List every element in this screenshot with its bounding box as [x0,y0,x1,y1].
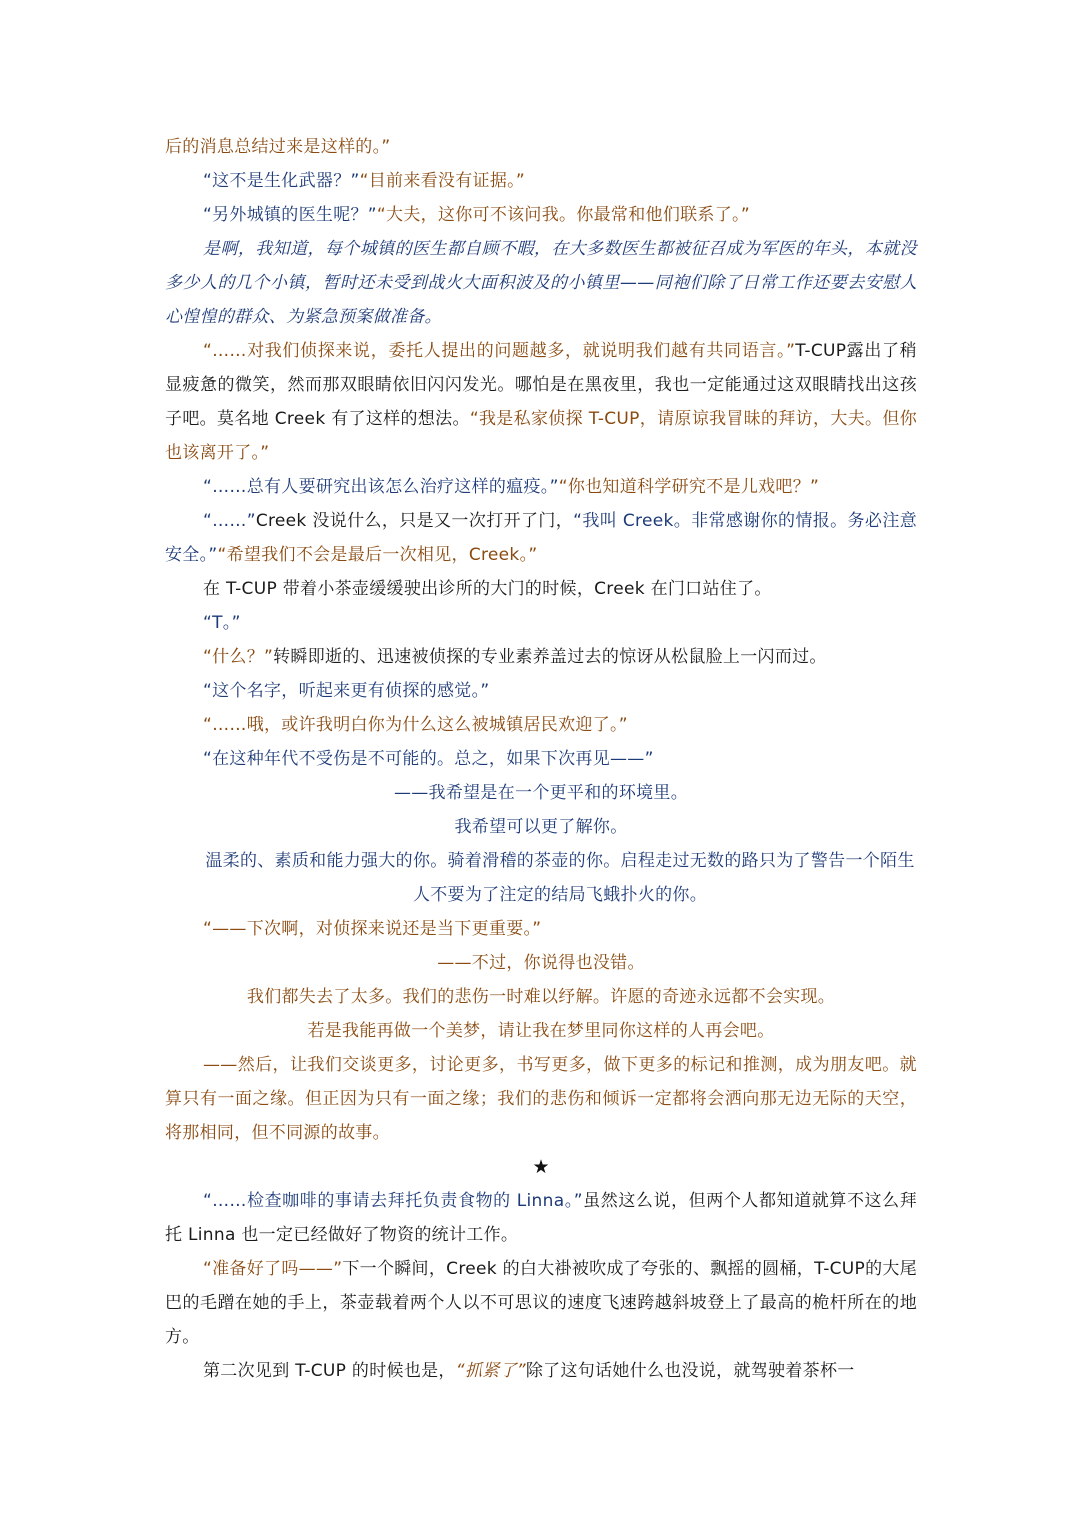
text-run: “我叫 Creek。非常感谢你的情报。务必注意安全。” [165,511,917,565]
text-run: 是啊，我知道，每个城镇的医生都自顾不暇，在大多数医生都被征召成为军医的年头，本就没多少人的几个小镇，暂时还未受到战火大面积波及的小镇里——同袍们除了日常工作还要去安慰人心惶惶的群众、为紧急预案做准备。 [165,239,917,327]
paragraph [165,980,917,1014]
text-run: “——下次啊，对侦探来说还是当下更重要。” [203,919,542,939]
text-run: 温柔的、素质和能力强大的你。骑着滑稽的茶壶的你。启程走过无数的路只为了警告一个陌生人不要为了注定的结局飞蛾扑火的你。 [205,851,915,905]
paragraph [165,1014,917,1048]
text-run: “在这种年代不受伤是不可能的。总之，如果下次再见——” [203,749,654,769]
paragraph [165,708,917,742]
paragraph [165,572,917,606]
paragraph [165,606,917,640]
text-run: 我希望可以更了解你。 [454,817,628,837]
text-run: 虽然这么说，但两个人都知道就算不这么拜托 Linna 也一定已经做好了物资的统计工作。 [165,1191,917,1245]
text-run: “……总有人要研究出该怎么治疗这样的瘟疫。” [203,477,559,497]
paragraph [165,640,917,674]
paragraph [165,776,917,810]
text-run: “希望我们不会是最后一次相见，Creek。” [217,545,538,565]
text-run: “……对我们侦探来说，委托人提出的问题越多，就说明我们越有共同语言。” [203,341,796,361]
text-run: “……检查咖啡的事请去拜托负责食物的 Linna。” [203,1191,583,1211]
paragraph [165,674,917,708]
text-run: 除了这句话她什么也没说，就驾驶着茶杯一 [525,1361,855,1381]
text-run: 下一个瞬间，Creek 的白大褂被吹成了夸张的、飘摇的圆桶，T-CUP的大尾巴的毛蹭在她的手上，茶壶载着两个人以不可思议的速度飞速跨越斜坡登上了最高的桅杆所在的地方。 [165,1259,917,1347]
paragraph [165,232,917,334]
text-run: ——不过，你说得也没错。 [437,953,645,973]
paragraph [165,334,917,470]
section-divider-star: ★ [532,1156,550,1178]
text-run: 转瞬即逝的、迅速被侦探的专业素养盖过去的惊讶从松鼠脸上一闪而过。 [273,647,827,667]
paragraph [165,504,917,572]
story-section [165,130,917,1150]
text-run: 我们都失去了太多。我们的悲伤一时难以纾解。许愿的奇迹永远都不会实现。 [246,987,836,1007]
text-run: 在 T-CUP 带着小茶壶缓缓驶出诊所的大门的时候，Creek 在门口站住了。 [203,579,772,599]
text-run: “准备好了吗——” [203,1259,343,1279]
paragraph [165,470,917,504]
text-run: “T。” [203,613,241,633]
paragraph [165,810,917,844]
text-run: 若是我能再做一个美梦，请让我在梦里同你这样的人再会吧。 [307,1021,775,1041]
text-run: “……” [203,511,256,531]
text-run: ——我希望是在一个更平和的环境里。 [393,783,689,803]
paragraph [165,1252,917,1354]
text-run: “抓紧了” [455,1361,526,1381]
paragraph [165,164,917,198]
document-page [165,130,917,1388]
paragraph [165,130,917,164]
text-run: 后的消息总结过来是这样的。” [165,137,391,157]
text-run: “什么？” [203,647,274,667]
text-run: ——然后，让我们交谈更多，讨论更多，书写更多，做下更多的标记和推测，成为朋友吧。就算只有一面之缘。但正因为只有一面之缘；我们的悲伤和倾诉一定都将会洒向那无边无际的天空，将那相同，但不同源的故事。 [165,1055,917,1143]
text-run: “目前来看没有证据。” [359,171,526,191]
text-run: 第二次见到 T-CUP 的时候也是， [203,1361,456,1381]
paragraph [165,1184,917,1252]
text-run: “这个名字，听起来更有侦探的感觉。” [203,681,490,701]
paragraph [165,946,917,980]
paragraph [165,912,917,946]
text-run: “你也知道科学研究不是儿戏吧？” [558,477,820,497]
paragraph [165,1354,917,1388]
text-run: Creek 没说什么，只是又一次打开了门， [255,511,574,531]
text-run: “这不是生化武器？” [203,171,360,191]
text-run: “另外城镇的医生呢？” [203,205,377,225]
paragraph [165,742,917,776]
text-run: T-CUP露出了稍显疲惫的微笑，然而那双眼睛依旧闪闪发光。哪怕是在黑夜里，我也一定能通过这双眼睛找出这孩子吧。莫名地 Creek 有了这样的想法。 [165,341,917,429]
paragraph [165,844,917,912]
paragraph [165,1048,917,1150]
story-section [165,1184,917,1388]
text-run: “我是私家侦探 T-CUP，请原谅我冒昧的拜访，大夫。但你也该离开了。” [165,409,917,463]
paragraph [165,198,917,232]
text-run: “大夫，这你可不该问我。你最常和他们联系了。” [376,205,750,225]
text-run: “……哦，或许我明白你为什么这么被城镇居民欢迎了。” [203,715,628,735]
